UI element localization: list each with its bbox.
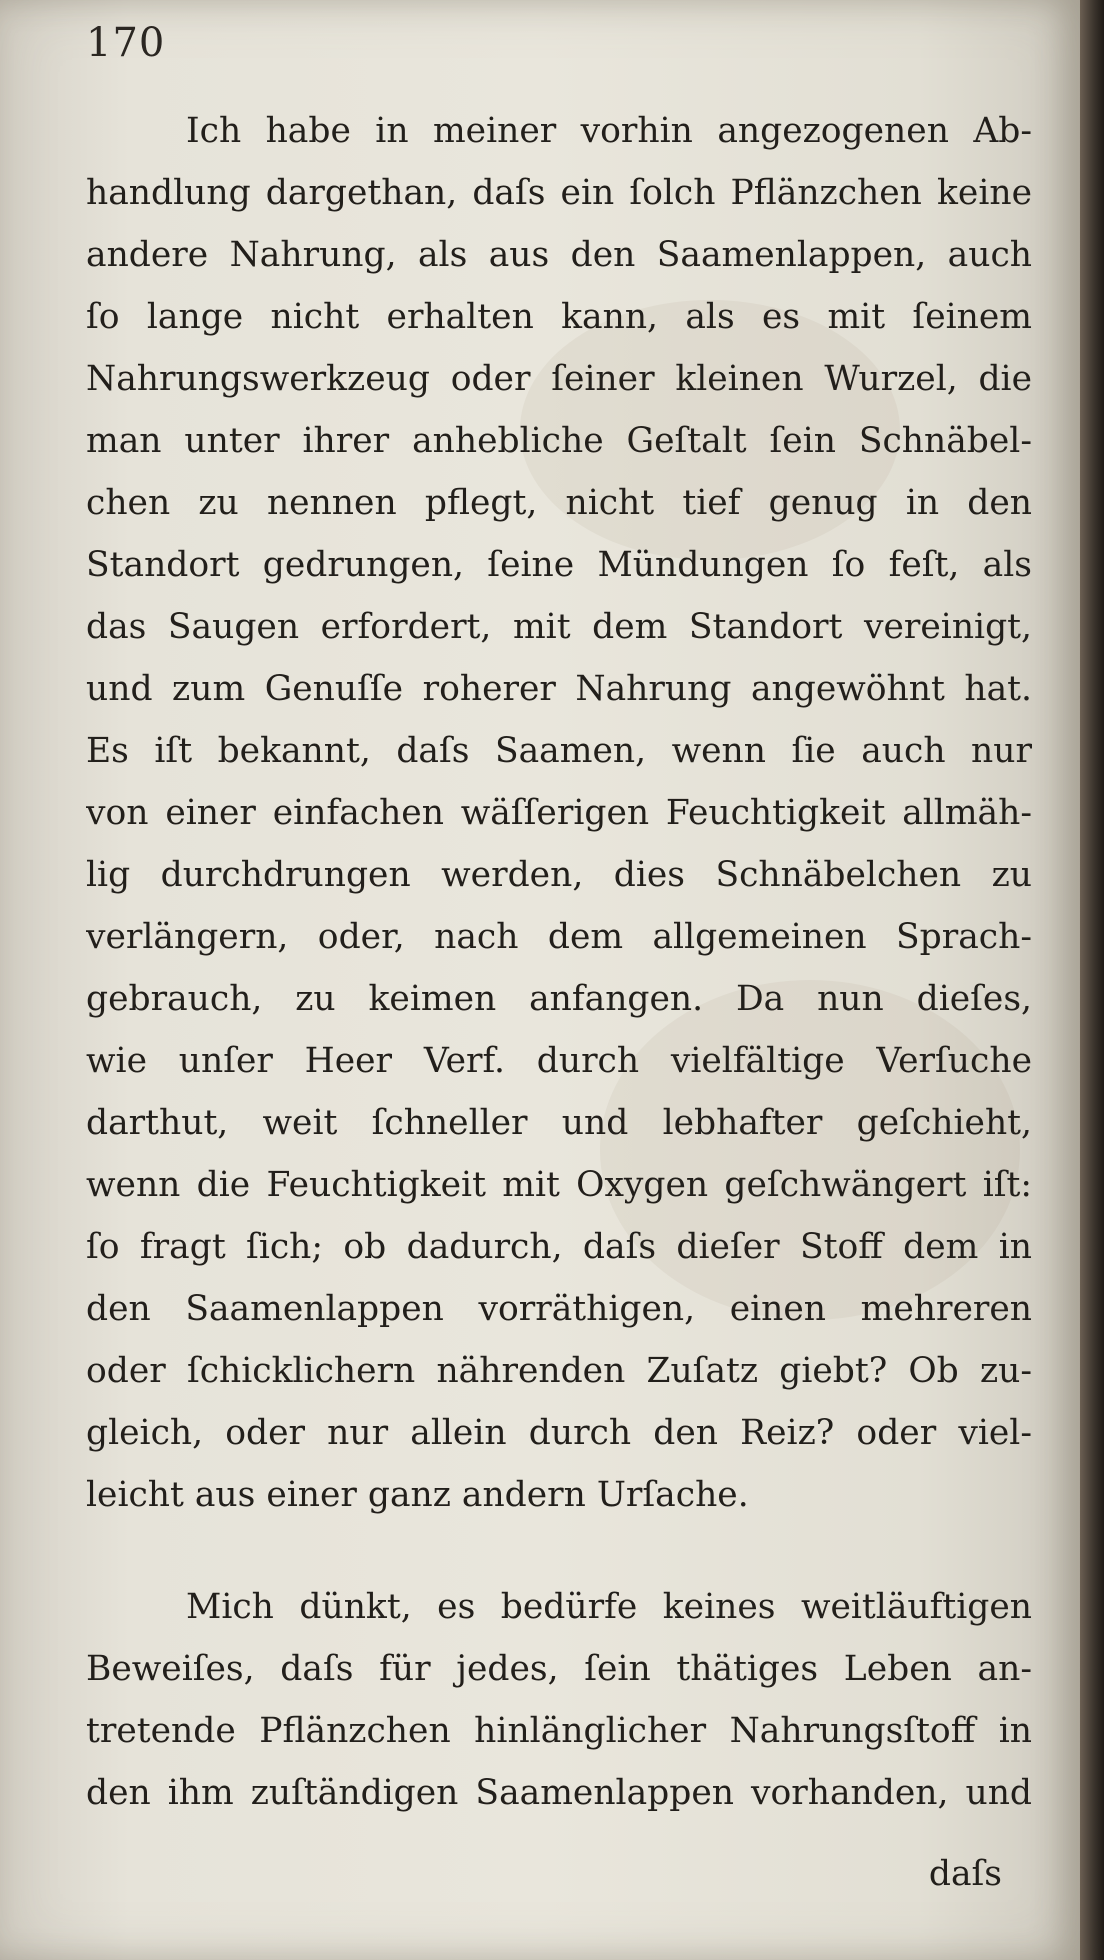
book-spine [1080, 0, 1104, 1960]
text-line: und zum Genuſſe roherer Nahrung angewöhnt hat. [86, 669, 1032, 709]
text-line: man unter ihrer anhebliche Geſtalt ſein Schnäbel- [86, 421, 1032, 461]
text-line: den Saamenlappen vorräthigen, einen mehreren [86, 1289, 1032, 1329]
text-line: verlängern, oder, nach dem allgemeinen Sprach- [86, 917, 1032, 957]
body-text [86, 100, 1032, 1824]
catchword: daſs [928, 1854, 1002, 1894]
text-line: Nahrungswerkzeug oder ſeiner kleinen Wurzel, die [86, 359, 1032, 399]
text-line: tretende Pflänzchen hinlänglicher Nahrungsſtoff in [86, 1711, 1032, 1751]
text-line: chen zu nennen pflegt, nicht tief genug in den [86, 483, 1032, 523]
text-line: gebrauch, zu keimen anfangen. Da nun dieſes, [86, 979, 1032, 1019]
text-line: andere Nahrung, als aus den Saamenlappen, auch [86, 235, 1032, 275]
text-line: den ihm zuſtändigen Saamenlappen vorhanden, und [86, 1773, 1032, 1813]
text-line: wie unſer Heer Verf. durch vielfältige Verſuche [86, 1041, 1032, 1081]
text-line: von einer einfachen wäſſerigen Feuchtigkeit allmäh- [86, 793, 1032, 833]
text-line: Es iſt bekannt, daſs Saamen, wenn ſie auch nur [86, 731, 1032, 771]
text-line: lig durchdrungen werden, dies Schnäbelchen zu [86, 855, 1032, 895]
text-line: oder ſchicklichern nährenden Zuſatz giebt? Ob zu- [86, 1351, 1032, 1391]
text-line: Standort gedrungen, ſeine Mündungen ſo feſt, als [86, 545, 1032, 585]
text-line: Ich habe in meiner vorhin angezogenen Ab- [186, 111, 1032, 151]
text-line: gleich, oder nur allein durch den Reiz? oder viel- [86, 1413, 1032, 1453]
text-line: wenn die Feuchtigkeit mit Oxygen geſchwängert iſt: [86, 1165, 1032, 1205]
text-line: Beweiſes, daſs für jedes, ſein thätiges Leben an- [86, 1649, 1032, 1689]
text-line: das Saugen erfordert, mit dem Standort vereinigt, [86, 607, 1032, 647]
paragraph-2 [86, 1576, 1032, 1824]
text-line: handlung dargethan, daſs ein ſolch Pflänzchen keine [86, 173, 1032, 213]
page-number: 170 [86, 20, 166, 66]
paragraph-gap [86, 1526, 1032, 1576]
text-line: leicht aus einer ganz andern Urſache. [86, 1475, 749, 1515]
text-line: ſo fragt ſich; ob dadurch, daſs dieſer Stoff dem in [86, 1227, 1032, 1267]
paragraph-1 [86, 100, 1032, 1526]
text-line: Mich dünkt, es bedürfe keines weitläuftigen [186, 1587, 1032, 1627]
text-line: darthut, weit ſchneller und lebhafter geſchieht, [86, 1103, 1032, 1143]
text-line: ſo lange nicht erhalten kann, als es mit ſeinem [86, 297, 1032, 337]
